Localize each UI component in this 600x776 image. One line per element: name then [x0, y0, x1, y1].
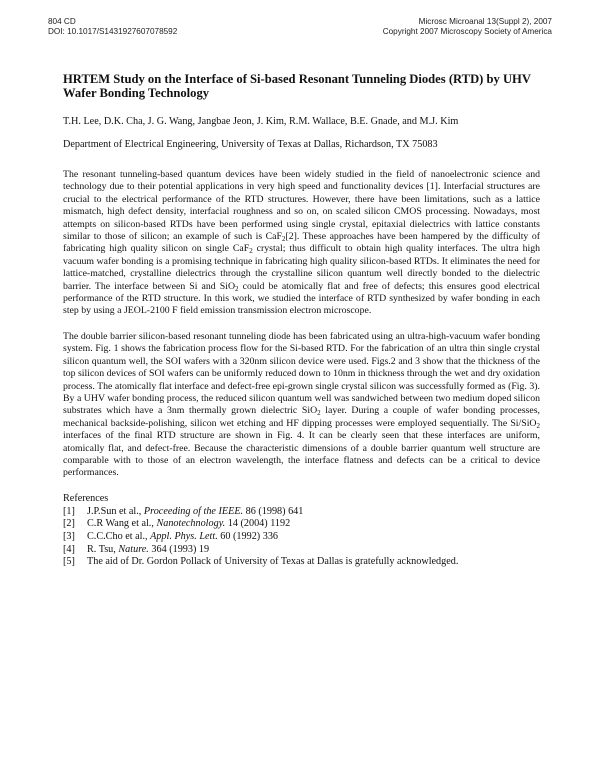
reference-item: [63, 544, 540, 557]
paragraph-1-text-b: [2]. These approaches have been hampered by the difficulty of fabricating high quality silicon on single CaF: [63, 231, 540, 255]
subscript: 2: [317, 409, 321, 418]
paragraph-2-text-b: layer. During a couple of wafer bonding processes, mechanical backside-polishing, silicon wet etching and HF dipping processes were employed sequentially. The Si/SiO: [63, 405, 540, 429]
copyright: Copyright 2007 Microscopy Society of America: [382, 27, 552, 36]
references-heading: References: [63, 492, 109, 504]
reference-number: [2]: [63, 518, 75, 530]
paragraph-1-text-a: The resonant tunneling-based quantum devices have been widely studied in the field of nanoelectronic science and technology due to their potential applications in very high speed and functionality devices [1]. Interfacial structures are crucial to the electrical performance of the RTD structures. However, there have been limitations, such as a lattice mismatch, high defect density, interfacial roughness and so on, on scaled silicon CMOS processing. Nowadays, most attempts on silicon-based RTDs have been performed using single crystal, epitaxial dielectrics with lattice constants similar to those of silicon; an example of such is CaF: [63, 169, 540, 243]
header-right: [383, 17, 552, 37]
reference-journal: Appl. Phys. Lett.: [150, 530, 218, 542]
subscript: 2: [249, 247, 253, 256]
doi: DOI: 10.1017/S1431927607078592: [48, 27, 178, 36]
reference-journal: Nanotechnology.: [156, 518, 226, 530]
reference-journal: Proceeding of the IEEE.: [143, 505, 244, 517]
reference-volume: 364 (1993) 19: [148, 543, 210, 555]
reference-text: [87, 531, 278, 544]
paragraph-2-text-a: The double barrier silicon-based resonant tunneling diode has been fabricated using an ultra-high-vacuum wafer bonding system. Fig. 1 shows the fabrication process flow for the Si-based RTD. For the fabrication of an ultra thin single crystal silicon quantum well, the SOI wafers with a 320nm silicon device were used. Figs.2 and 3 show that the thickness of the top silicon devices of SOI wafers can be uniformly reduced down to 10nm in thickness through the wet and dry oxidation process. The atomically flat interface and defect-free epi-grown single crystal silicon was successfully formed as (Fig. 3). By a UHV wafer bonding process, the reduced silicon quantum well was sandwiched between two medium doped silicon substrates which have a 3nm thermally grown dielectric SiO: [63, 330, 540, 417]
header-left: [48, 17, 177, 37]
reference-number: [4]: [63, 543, 75, 555]
subscript: 2: [536, 421, 540, 430]
reference-number: [1]: [63, 505, 75, 517]
paragraph-2-text-c: interfaces of the final RTD structure are shown in Fig. 4. It can be clearly seen that these interfaces are uniform, atomically flat, and defect-free. Because the characteristic dimensions of a double barrier quantum well structure are comparable with to those of an electron wavelength, the interface flatness and defects can be a critical to device performances.: [63, 430, 540, 479]
abstract-id: 804 CD: [48, 17, 76, 26]
reference-journal: Nature.: [118, 543, 149, 555]
reference-authors: C.R Wang et al.,: [87, 518, 157, 530]
reference-item: [63, 518, 540, 531]
reference-item: [63, 531, 540, 544]
reference-text: [87, 556, 458, 569]
reference-volume: 60 (1992) 336: [217, 530, 279, 542]
subscript: 2: [235, 284, 239, 293]
journal-citation: Microsc Microanal 13(Suppl 2), 2007: [418, 17, 552, 26]
author-list: T.H. Lee, D.K. Cha, J. G. Wang, Jangbae Jeon, J. Kim, R.M. Wallace, B.E. Gnade, and M.J. Kim: [63, 116, 459, 127]
paragraph-1-text-c: crystal; thus difficult to obtain high quality interfaces. The ultra high vacuum wafer bonding is a promising technique in fabricating high quality silicon-based RTDs. It eliminates the need for lattice-matched, crystalline dielectrics through the crystalline silicon quantum well directly bonded to the dielectric barrier. The interface between Si and SiO: [63, 243, 540, 292]
reference-text: [87, 544, 209, 557]
paper-title: HRTEM Study on the Interface of Si-based Resonant Tunneling Diodes (RTD) by UHV Wafer Bonding Technology: [63, 72, 531, 100]
reference-number: [5]: [63, 556, 75, 568]
paragraph-2: [63, 331, 540, 480]
reference-authors: C.C.Cho et al.,: [87, 530, 151, 542]
reference-volume: 86 (1998) 641: [243, 505, 304, 517]
reference-item: [63, 556, 540, 569]
paper-body: [63, 72, 540, 569]
reference-list: [63, 506, 540, 569]
reference-text: [87, 518, 290, 531]
reference-authors: J.P.Sun et al.,: [87, 505, 144, 517]
subscript: 2: [281, 235, 286, 244]
reference-authors: R. Tsu,: [87, 543, 119, 555]
affiliation: Department of Electrical Engineering, University of Texas at Dallas, Richardson, TX 75083: [63, 139, 438, 150]
reference-volume: 14 (2004) 1192: [225, 518, 291, 530]
acknowledgment-text: The aid of Dr. Gordon Pollack of University of Texas at Dallas is gratefully acknowledged.: [87, 556, 459, 568]
reference-text: [87, 506, 303, 519]
reference-number: [3]: [63, 530, 75, 542]
reference-item: [63, 506, 540, 519]
paragraph-1-text-d: could be atomically flat and free of defects; this ensures good electrical performance of the RTD structure. In this work, we studied the interface of RTD synthesized by wafer bonding in each step by using a JEOL-2100 F field emission transmission electron microscope.: [63, 280, 540, 317]
paragraph-1: [63, 169, 540, 318]
